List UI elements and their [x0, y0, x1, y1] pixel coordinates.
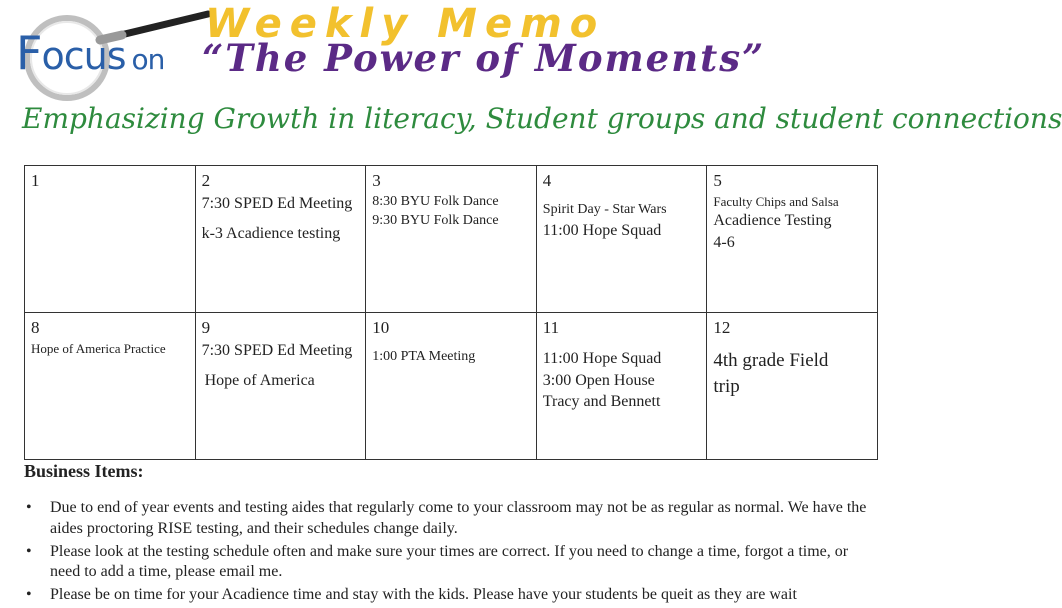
event-text: 11:00 Hope Squad	[542, 221, 662, 239]
day-number: 4	[542, 171, 552, 190]
bullet-icon: •	[26, 586, 32, 604]
list-item	[24, 498, 874, 540]
event-text: trip	[713, 375, 740, 397]
day-number: 11	[542, 318, 560, 337]
event-text: 4-6	[713, 234, 735, 252]
day-number: 1	[31, 171, 40, 190]
focus-first-letter: F	[16, 26, 42, 80]
calendar-cell	[366, 166, 537, 313]
list-item	[24, 585, 874, 606]
power-of-moments-title: “The Power of Moments”	[202, 36, 766, 80]
event-text: 7:30 SPED Ed Meeting	[201, 194, 353, 212]
event-text: 3:00 Open House	[542, 371, 655, 389]
calendar-cell	[536, 166, 707, 313]
list-item	[24, 542, 874, 584]
day-number: 8	[31, 318, 40, 337]
calendar-cell	[366, 313, 537, 460]
calendar-cell	[707, 166, 878, 313]
calendar-cell	[25, 166, 196, 313]
tagline: Emphasizing Growth in literacy, Student groups and student connections	[22, 102, 1062, 135]
calendar-week-row	[25, 313, 878, 460]
business-items-list	[24, 498, 874, 608]
calendar-cell	[707, 313, 878, 460]
focus-word-rest: ocus	[41, 34, 126, 78]
event-text: 11:00 Hope Squad	[542, 349, 662, 367]
bullet-icon: •	[26, 499, 32, 516]
business-items-heading: Business Items:	[24, 461, 144, 481]
event-text: 1:00 PTA Meeting	[372, 348, 476, 364]
day-number: 3	[372, 171, 381, 190]
day-number: 9	[201, 318, 211, 337]
calendar-cell	[195, 166, 366, 313]
calendar-cell	[536, 313, 707, 460]
calendar-cell	[195, 313, 366, 460]
day-number: 10	[372, 318, 390, 337]
event-text: Faculty Chips and Salsa	[713, 193, 839, 209]
event-text: Tracy and Bennett	[542, 393, 661, 411]
focus-on-word: on	[131, 43, 165, 76]
event-text: 4th grade Field	[713, 349, 829, 371]
event-text: Spirit Day - Star Wars	[542, 201, 667, 217]
focus-on-text	[16, 26, 165, 80]
day-number: 5	[713, 171, 722, 190]
event-text: k-3 Acadience testing	[201, 224, 341, 242]
list-item-text: Please be on time for your Acadience time and stay with the kids. Please have your students be queit as they are wait	[50, 586, 797, 604]
calendar-cell	[25, 313, 196, 460]
event-text: Hope of America	[204, 371, 315, 389]
event-text: 7:30 SPED Ed Meeting	[201, 341, 353, 359]
calendar-week-row	[25, 166, 878, 313]
list-item-text: Please look at the testing schedule often and make sure your times are correct. If you need to change a time, forgot a time, or need to add a time, please email me.	[50, 542, 849, 581]
weekly-memo-title: Weekly Memo	[205, 1, 606, 47]
event-text: 8:30 BYU Folk Dance	[372, 193, 499, 209]
event-text: Hope of America Practice	[31, 340, 166, 356]
day-number: 12	[713, 318, 731, 337]
bullet-icon: •	[26, 542, 32, 560]
day-number: 2	[201, 171, 211, 190]
event-text: Acadience Testing	[713, 212, 832, 230]
event-text: 9:30 BYU Folk Dance	[372, 212, 499, 228]
calendar-table	[24, 165, 878, 460]
list-item-text: Due to end of year events and testing aides that regularly come to your classroom may not be as regular as normal. We have the aides proctoring RISE testing, and their schedules change daily.	[50, 499, 867, 537]
